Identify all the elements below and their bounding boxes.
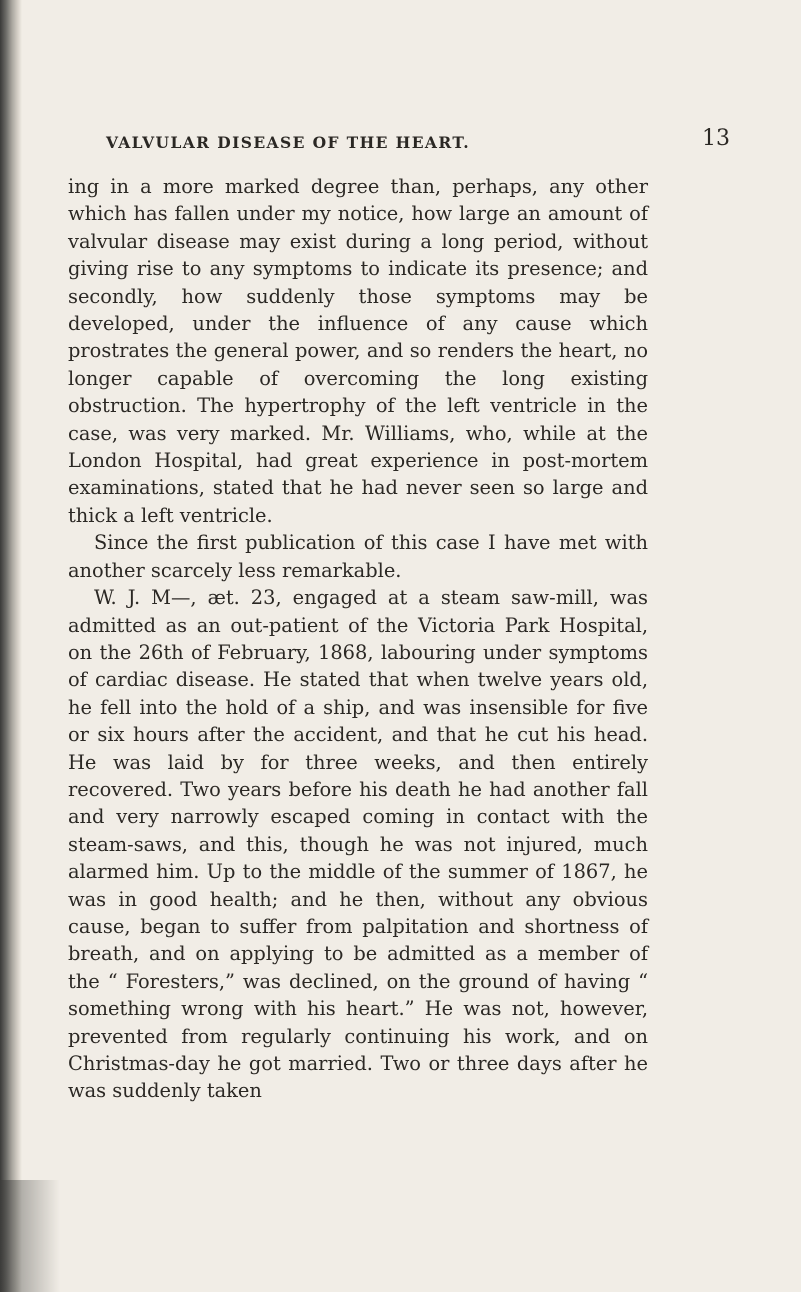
paragraph-case-report: W. J. M—, æt. 23, engaged at a steam saw-mill, was admitted as an out-patient of the Victoria Park Hospital, on the 26th of February, 1868, labouring under symptoms of cardiac disease. He stated that when twelve years old, he fell into the hold of a ship, and was insensible for five or six hours after the accident, and that he cut his head. He was laid by for three weeks, and then entirely recovered. Two years before his death he had another fall and very narrowly escaped coming in contact with the steam-saws, and this, though he was not injured, much alarmed him. Up to the middle of the summer of 1867, he was in good health; and he then, without any obvious cause, began to suffer from palpitation and shortness of breath, and on applying to be admitted as a member of the “ Foresters,” was declined, on the ground of having “ something wrong with his heart.” He was not, however, prevented from regularly continuing his work, and on Christmas-day he got married. Two or three days after he was suddenly taken: [68, 586, 648, 1103]
running-title: VALVULAR DISEASE OF THE HEART.: [106, 133, 471, 152]
page-number: 13: [702, 126, 730, 151]
book-page: [68, 124, 768, 1105]
running-head: [68, 124, 740, 158]
page-gutter-shadow: [0, 0, 22, 1292]
paragraph-continuation: ing in a more marked degree than, perhaps, any other which has fallen under my notice, how large an amount of valvular disease may exist during a long period, without giving rise to any symptoms to indicate its presence; and secondly, how suddenly those symptoms may be developed, under the influence of any cause which prostrates the general power, and so renders the heart, no longer capable of overcoming the long existing obstruction. The hypertrophy of the left ventricle in the case, was very marked. Mr. Williams, who, while at the London Hospital, had great experience in post-mortem examinations, stated that he had never seen so large and thick a left ventricle.: [68, 175, 648, 527]
page-corner-shadow: [0, 1180, 60, 1292]
paragraph-since: Since the first publication of this case I have met with another scarcely less remarkable.: [68, 531, 648, 582]
body-text: [68, 173, 648, 1105]
